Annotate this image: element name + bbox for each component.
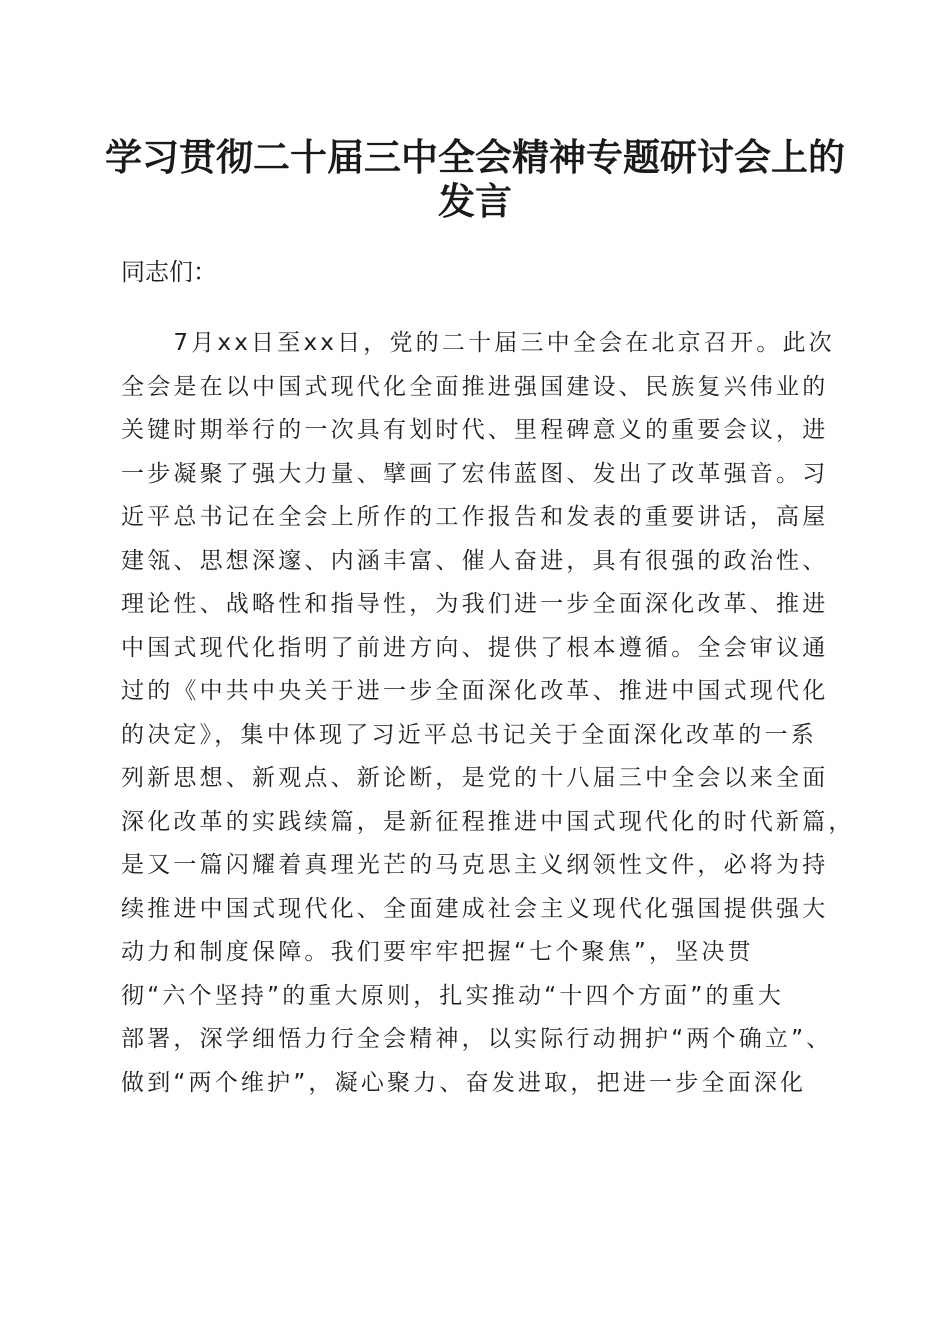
body-line: 彻“六个坚持”的重大原则，扎实推动“十四个方面”的重大 <box>121 982 785 1009</box>
body-line: 关键时期举行的一次具有划时代、里程碑意义的重要会议，进 <box>121 417 829 443</box>
body-line: 一步凝聚了强大力量、擘画了宏伟蓝图、发出了改革强音。习 <box>121 460 829 487</box>
body-line: 续推进中国式现代化、全面建成社会主义现代化强国提供强大 <box>121 895 829 922</box>
body-line: 7月xx日至xx日，党的二十届三中全会在北京召开。此次 <box>121 330 835 356</box>
body-line: 中国式现代化指明了前进方向、提供了根本遵循。全会审议通 <box>121 634 829 661</box>
body-line: 全会是在以中国式现代化全面推进强国建设、民族复兴伟业的 <box>121 373 829 400</box>
body-line: 动力和制度保障。我们要牢牢把握“七个聚焦”，坚决贯 <box>121 939 754 965</box>
body-line: 的决定》，集中体现了习近平总书记关于全面深化改革的一系 <box>121 721 817 748</box>
title-line-1: 学习贯彻二十届三中全会精神专题研讨会上的 <box>105 135 845 179</box>
body-line: 过的《中共中央关于进一步全面深化改革、推进中国式现代化 <box>121 678 829 704</box>
document-title <box>100 132 850 223</box>
body-line: 理论性、战略性和指导性，为我们进一步全面深化改革、推进 <box>121 591 829 617</box>
title-line-2: 发言 <box>438 178 512 223</box>
body-line: 近平总书记在全会上所作的工作报告和发表的重要讲话，高屋 <box>121 504 829 530</box>
body-line: 建瓴、思想深邃、内涵丰富、催人奋进，具有很强的政治性、 <box>121 547 829 574</box>
body-line: 列新思想、新观点、新论断，是党的十八届三中全会以来全面 <box>121 765 829 791</box>
body-paragraph <box>121 322 855 1105</box>
salutation: 同志们： <box>121 258 217 286</box>
body-line: 部署，深学细悟力行全会精神，以实际行动拥护“两个确立”、 <box>121 1026 833 1052</box>
body-line: 深化改革的实践续篇，是新征程推进中国式现代化的时代新篇， <box>121 808 855 835</box>
body-line: 是又一篇闪耀着真理光芒的马克思主义纲领性文件，必将为持 <box>121 852 829 878</box>
body-line: 做到“两个维护”，凝心聚力、奋发进取，把进一步全面深化 <box>121 1069 807 1096</box>
